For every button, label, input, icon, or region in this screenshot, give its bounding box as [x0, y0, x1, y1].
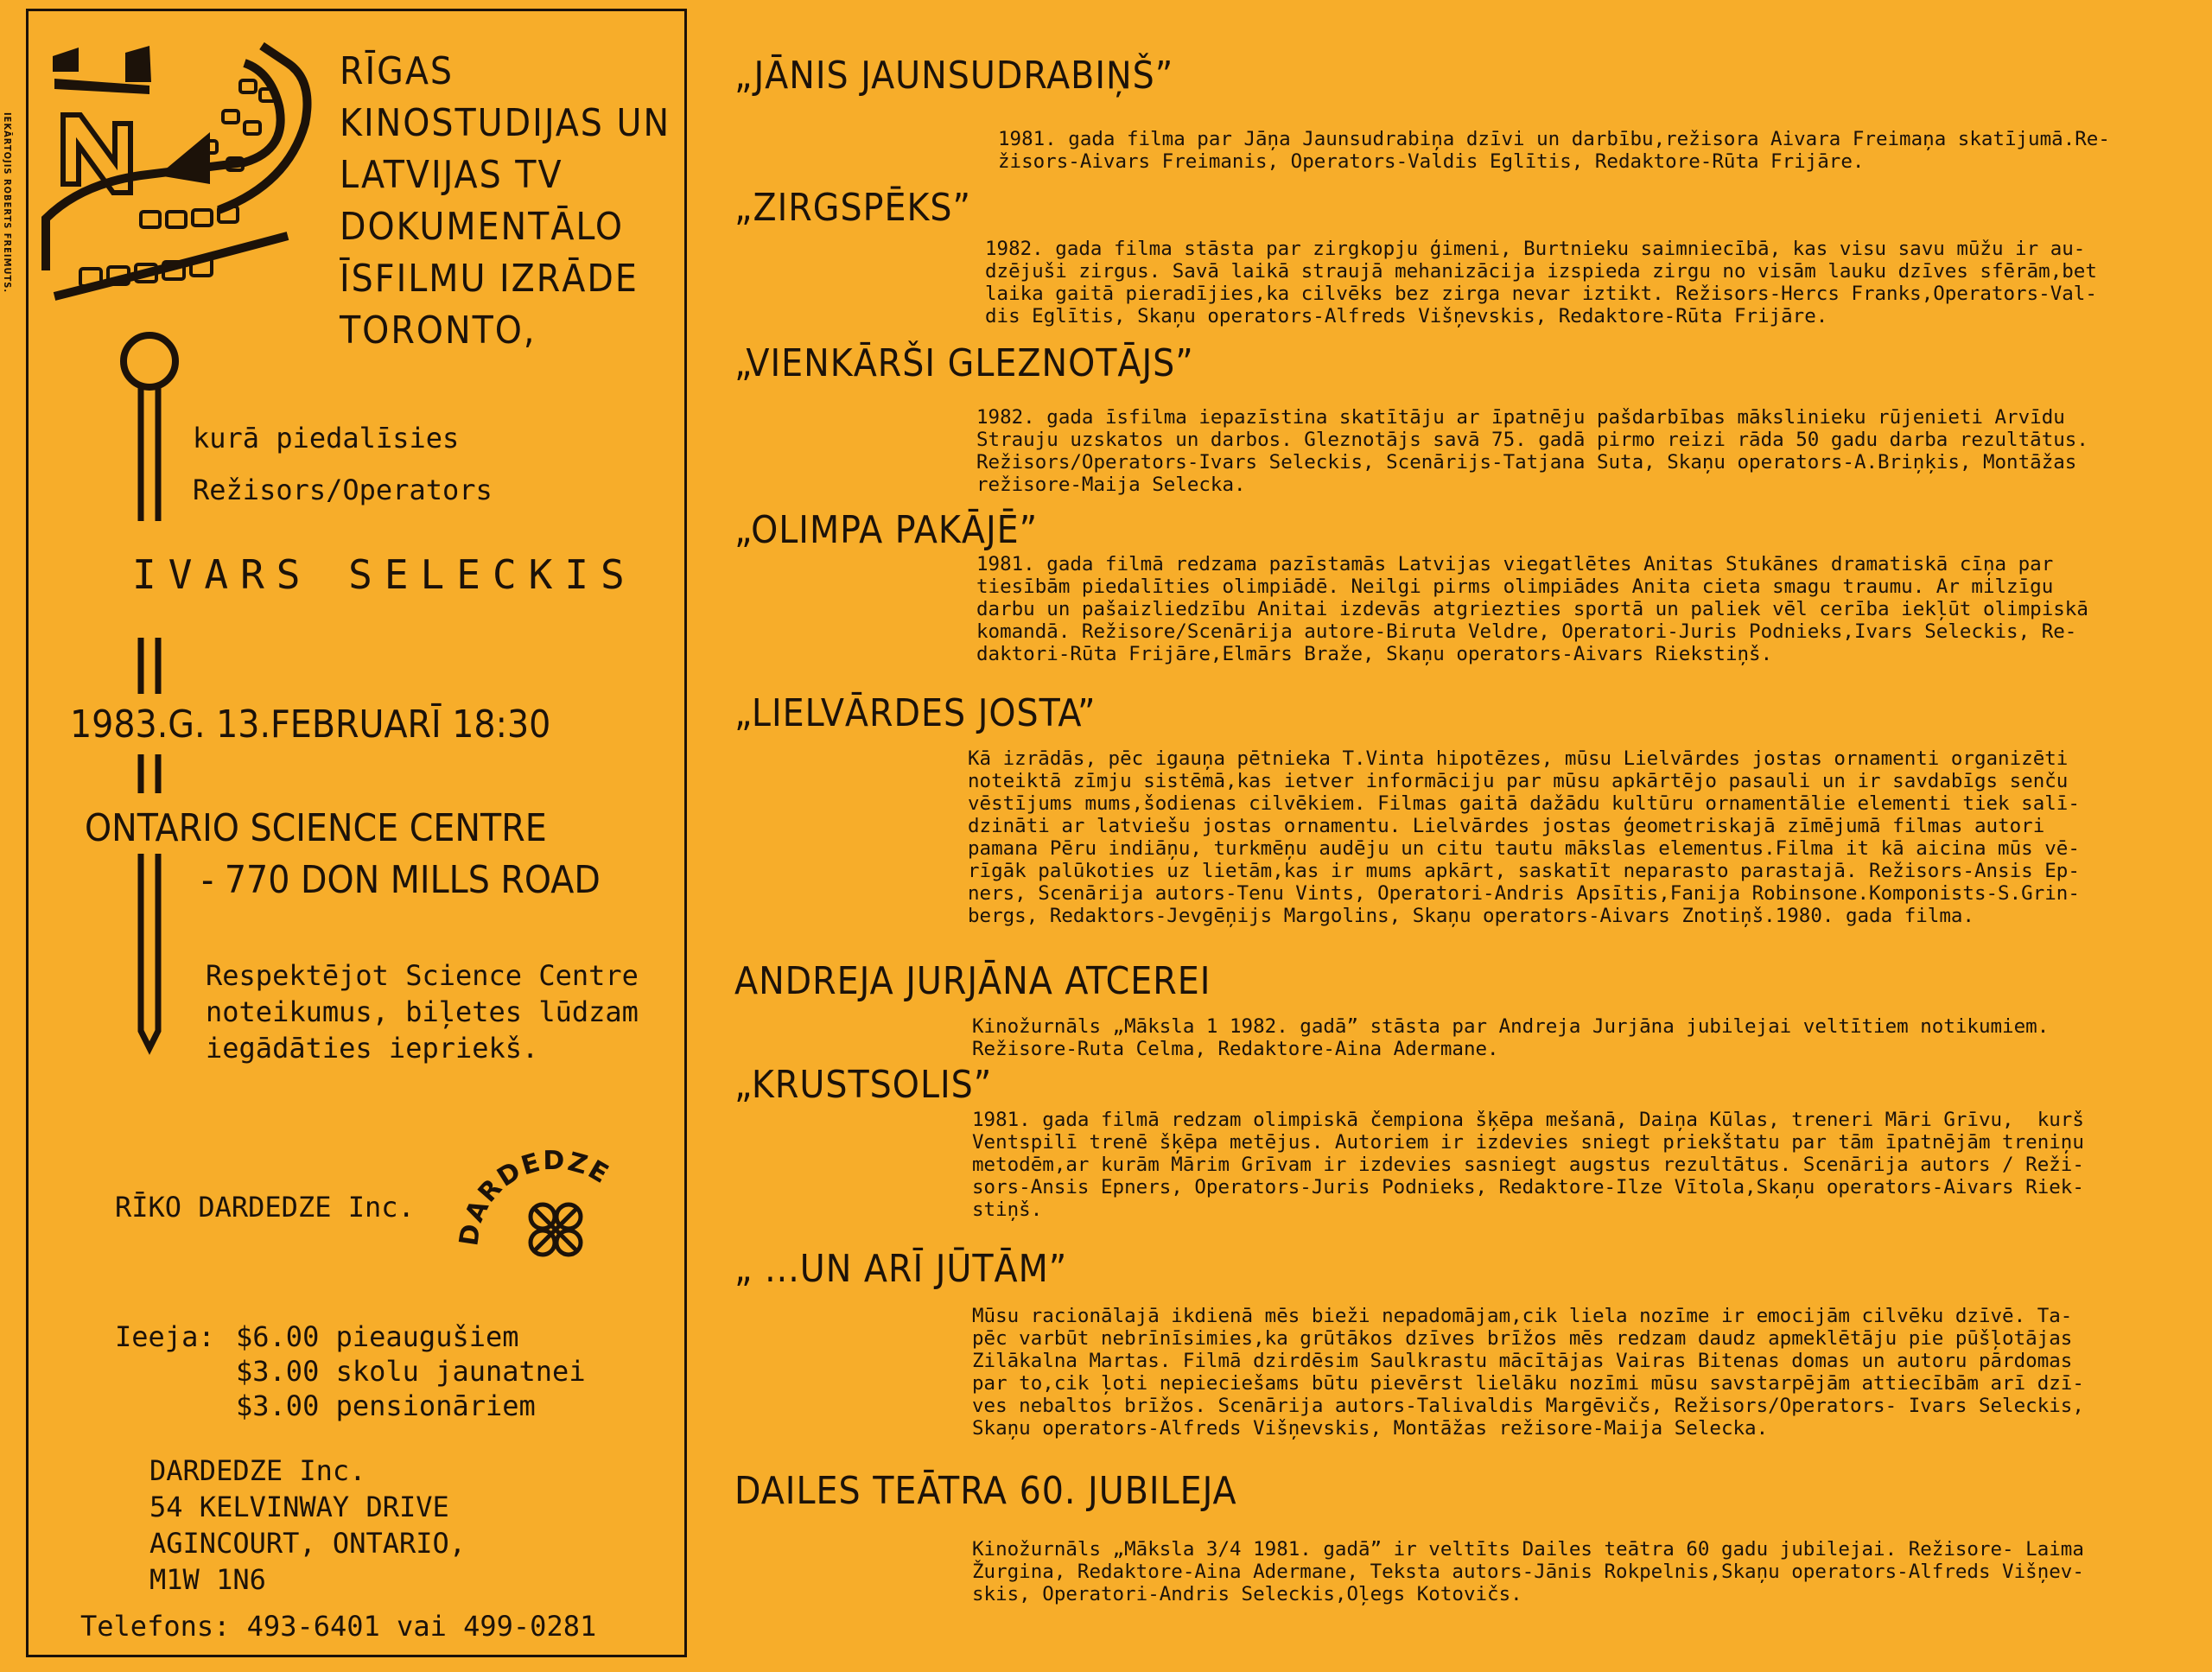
film-reel-logo	[29, 11, 340, 1065]
film-title: „KRUSTSOLIS”	[734, 1063, 993, 1107]
event-info-panel	[26, 9, 687, 1657]
notice-line: Respektējot Science Centre	[206, 959, 639, 992]
film-description: 1981. gada filmā redzam olimpiskā čempiona šķēpa mešanā, Daiņa Kūlas, treneri Māri Grīvu, kurš Ventspilī trenē šķēpa metējus. Autoriem ir izdevies sniegt priekštatu par tām īpatnējām treniņu metodēm,ar kurām Mārim Grīvam ir izdevies sasniegt augstus rezultātus. Scenārija autors / Reži- sors-Ansis Epners, Operators-Juris Podnieks, Redaktore-Ilze Vītola,Skaņu operators-Aivars Riek- stiņš.	[972, 1109, 2084, 1221]
film-description: 1981. gada filmā redzama pazīstamās Latvijas viegatlētes Anitas Stukānes dramatiskā cīņa par tiesībām piedalīties olimpiādē. Neilgi pirms olimpiādes Anita cieta smagu traumu. Ar milzīgu darbu un pašaizliedzību Anitai izdevās atgriezties sportā un paliek vēl cerība iekļūt olimpiskā komandā. Režisore/Scenārija autore-Biruta Veldre, Operatori-Juris Podnieks,Ivars Seleckis, Re- daktori-Rūta Frijāre,Elmārs Braže, Skaņu operators-Aivars Riekstiņš.	[976, 553, 2088, 665]
address-line: AGINCOURT, ONTARIO,	[149, 1527, 467, 1560]
event-date: 1983.G. 13.FEBRUARĪ 18:30	[70, 702, 551, 747]
title-line: TORONTO,	[340, 308, 537, 353]
film-description: 1982. gada īsfilma iepazīstina skatītāju ar īpatnēju pašdarbības mākslinieku rūjenieti Arvīdu Strauju uzskatos un darbos. Gleznotājs savā 75. gadā pirmo reizi rāda 50 gadu darba rezultātus. Režisors/Operators-Ivars Seleckis, Scenārijs-Tatjana Suta, Skaņu operators-A.Briņķis, Montāžas režisore-Maija Selecka.	[976, 406, 2088, 496]
address-line: DARDEDZE Inc.	[149, 1454, 366, 1487]
ticket-price-pensioner: $3.00 pensionāriem	[236, 1389, 536, 1422]
sponsor-name: RĪKO DARDEDZE Inc.	[115, 1191, 415, 1224]
dardedze-logo	[452, 1117, 659, 1273]
notice-line: noteikumus, biļetes lūdzam	[206, 995, 639, 1028]
film-title: „LIELVĀRDES JOSTA”	[734, 691, 1096, 735]
film-title: „ ...UN ARĪ JŪTĀM”	[734, 1247, 1068, 1291]
film-title: „ZIRGSPĒKS”	[734, 186, 972, 230]
venue-address: - 770 DON MILLS ROAD	[201, 858, 601, 902]
film-description: Mūsu racionālajā ikdienā mēs bieži nepadomājam,cik liela nozīme ir emocijām cilvēku dzīvē. Ta- pēc varbūt nebrīnīsimies,ka grūtākos dzīves brīžos mēs redzam daudz apmeklētāju pie pūšļotājas Zilākalna Martas. Filmā dzirdēsim Saulkrastu mācītājas Vairas Bitenas domas un autoru pārdomas par to,cik ļoti nepieciešams būtu pievērst lielāku nozīmi mūsu savstarpējām attiecībām arī dzī- ves nebaltos brīžos. Scenārija autors-Talivaldis Margēvičs, Režisors/Operators- Ivars Seleckis, Skaņu operators-Alfreds Višņevskis, Montāžas režisore-Maija Selecka.	[972, 1305, 2084, 1440]
participation-text: kurā piedalīsies	[193, 422, 460, 455]
director-name: IVARS SELECKIS	[132, 551, 637, 598]
ticket-notice	[206, 957, 639, 1066]
address-line: 54 KELVINWAY DRIVE	[149, 1491, 449, 1523]
ticket-price-student: $3.00 skolu jaunatnei	[236, 1355, 586, 1388]
event-title	[340, 46, 671, 357]
address-line: M1W 1N6	[149, 1563, 266, 1596]
participation-role: Režisors/Operators	[193, 474, 493, 506]
film-description: Kinožurnāls „Māksla 3/4 1981. gadā” ir veltīts Dailes teātra 60 gadu jubilejai. Režisore- Laima Žurgina, Redaktore-Aina Adermane, Teksta autors-Jānis Rokpelnis,Skaņu operators-Alfreds Višņev- skis, Operatori-Andris Seleckis,Oļegs Kotovičs.	[972, 1538, 2084, 1605]
phone-numbers: Telefons: 493-6401 vai 499-0281	[80, 1610, 597, 1643]
ticket-label: Ieeja:	[115, 1320, 215, 1353]
title-line: ĪSFILMU IZRĀDE	[340, 257, 639, 301]
organizer-address	[149, 1453, 466, 1598]
film-description: Kā izrādās, pēc igauņa pētnieka T.Vinta hipotēzes, mūsu Lielvārdes jostas ornamenti organizēti noteiktā zīmju sistēmā,kas ietver informāciju par mūsu apkārtējo pasauli un ir savdabīgs senču vēstījums mums,šodienas cilvēkiem. Filmas gaitā dažādu kultūru ornamentālie elementi tiek salī- dzināti ar latviešu jostas ornamentu. Lielvārdes jostas ģeometriskajā zīmējumā filmas autori pamana Pēru indiāņu, turkmēņu audēju un citu tautu mākslas elementus.Filma it kā aicina mūs vē- rīgāk palūkoties uz lietām,kas ir mums apkārt, saskatīt neparasto parastajā. Režisors-Ansis Ep- ners, Scenārija autors-Tenu Vints, Operatori-Andris Apsītis,Fanija Robinsone.Komponists-S.Grin- bergs, Redaktors-Jevgēņijs Margolins, Skaņu operators-Aivars Znotiņš.1980. gada filma.	[968, 747, 2080, 927]
title-line: LATVIJAS TV	[340, 153, 563, 197]
film-description: 1981. gada filma par Jāņa Jaunsudrabiņa dzīvi un darbību,režisora Aivara Freimaņa skatījumā.Re- žisors-Aivars Freimanis, Operators-Valdis Eglītis, Redaktore-Rūta Frijāre.	[998, 128, 2110, 173]
title-line: RĪGAS	[340, 49, 454, 93]
notice-line: iegādāties iepriekš.	[206, 1032, 539, 1065]
ticket-price-adult: $6.00 pieaugušiem	[236, 1320, 519, 1353]
film-description: Kinožurnāls „Māksla 1 1982. gadā” stāsta par Andreja Jurjāna jubilejai veltītiem notikumiem. Režisore-Ruta Celma, Redaktore-Aina Adermane.	[972, 1015, 2050, 1060]
dardedze-logo-text: DARDEDZE	[454, 1145, 615, 1249]
film-description: 1982. gada filma stāsta par zirgkopju ģimeni, Burtnieku saimniecībā, kas visu savu mūžu ir au- dzējuši zirgus. Savā laikā straujā mehanizācija izspieda zirgu no visām lauku dzīves sfērām,bet laika gaitā pieradījies,ka cilvēks bez zirga nevar iztikt. Režisors-Hercs Franks,Operators-Val- dis Eglītis, Skaņu operators-Alfreds Višņevskis, Redaktore-Rūta Frijāre.	[985, 238, 2097, 327]
film-title: „VIENKĀRŠI GLEZNOTĀJS”	[734, 341, 1194, 385]
film-title: DAILES TEĀTRA 60. JUBILEJA	[734, 1469, 1237, 1513]
title-line: DOKUMENTĀLO	[340, 205, 625, 249]
title-line: KINOSTUDIJAS UN	[340, 101, 671, 145]
side-credit: IEKĀRTOJIS ROBERTS FREIMUTS.	[2, 112, 13, 294]
film-title: „OLIMPA PAKĀJĒ”	[734, 508, 1039, 552]
film-title: „JĀNIS JAUNSUDRABIŅŠ”	[734, 54, 1174, 98]
film-title: ANDREJA JURJĀNA ATCEREI	[734, 959, 1211, 1003]
venue-name: ONTARIO SCIENCE CENTRE	[85, 806, 547, 850]
